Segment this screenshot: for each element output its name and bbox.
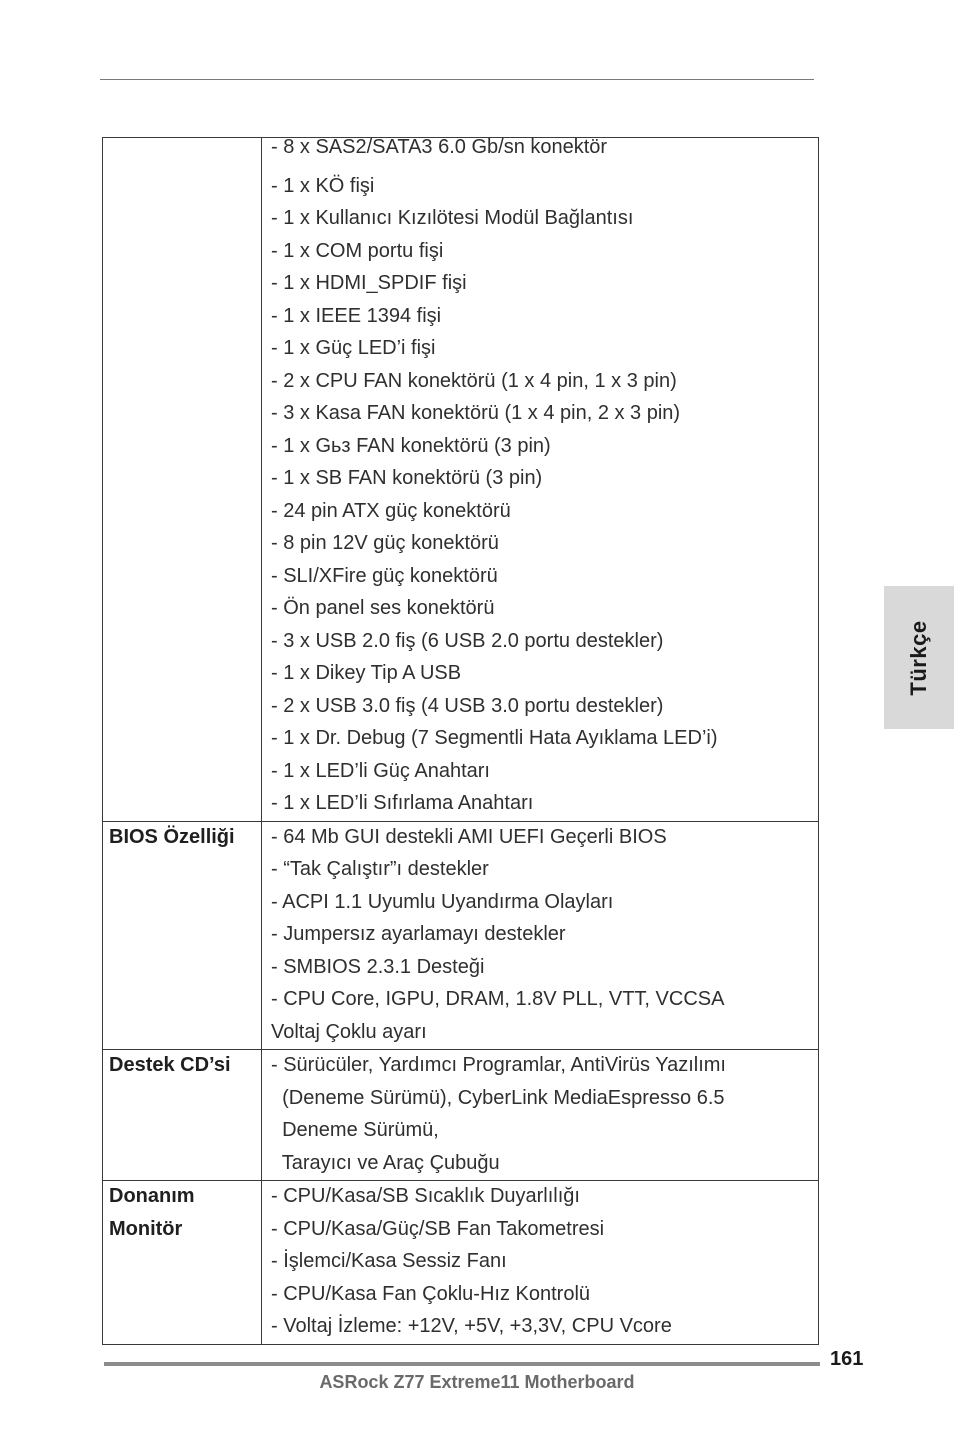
spec-label-cell [103,1181,262,1345]
spec-label-cell [103,1050,262,1181]
spec-value-line: Voltaj Çoklu ayarı [271,1020,427,1043]
spec-value-line: - ACPI 1.1 Uyumlu Uyandırma Olayları [271,890,614,913]
spec-value-line: - 3 x Kasa FAN konektörü (1 x 4 pin, 2 x 3 pin) [271,402,681,424]
spec-value-line: - 3 x USB 2.0 fiş (6 USB 2.0 portu destekler) [271,629,664,652]
spec-value-cell [262,1181,819,1345]
spec-value-line: - 2 x CPU FAN konektörü (1 x 4 pin, 1 x 3 pin) [271,369,677,392]
spec-value-line: - 2 x USB 3.0 fiş (4 USB 3.0 portu destekler) [271,694,664,717]
footer-rule [104,1362,820,1366]
spec-row [103,1050,819,1181]
spec-value-line: - 64 Mb GUI destekli AMI UEFI Geçerli BIOS [271,825,667,848]
spec-value-line: - 1 x Güç LED’i fişi [271,337,436,359]
spec-value-line: - 1 x IEEE 1394 fişi [271,304,442,327]
spec-value-line: - 1 x SB FAN konektörü (3 pin) [271,467,543,489]
spec-value-cell [262,138,819,822]
spec-value-line: - 1 x COM portu fişi [271,239,444,262]
spec-value-line: - CPU/Kasa/SB Sıcaklık Duyarlılığı [271,1185,580,1207]
header-rule [100,79,814,80]
spec-value-line: - Sürücüler, Yardımcı Programlar, AntiVirüs Yazılımı [271,1054,726,1076]
spec-value-line: - 1 x Dr. Debug (7 Segmentli Hata Ayıklama LED’i) [271,727,718,749]
spec-value-line: - 1 x Dikey Tip A USB [271,662,462,684]
spec-value-line: - Jumpersız ayarlamayı destekler [271,923,566,945]
spec-value-line: - CPU/Kasa/Güç/SB Fan Takometresi [271,1217,605,1240]
spec-label: Donanım [109,1185,195,1207]
spec-value-line: - Ön panel ses konektörü [271,597,495,619]
language-side-tab [884,586,954,729]
spec-value-line: - 1 x KÖ fişi [271,174,375,197]
spec-value-line: - 1 x Gьз FAN konektörü (3 pin) [271,434,551,457]
spec-value-line: - 8 x SAS2/SATA3 6.0 Gb/sn konektör [271,136,608,158]
spec-row [103,821,819,1050]
spec-row [103,1181,819,1345]
spec-value-line: Tarayıcı ve Araç Çubuğu [271,1151,500,1174]
spec-value-cell [262,821,819,1050]
spec-value-line: - 1 x LED’li Sıfırlama Anahtarı [271,792,534,814]
spec-value-line: - 1 x Kullanıcı Kızılötesi Modül Bağlantısı [271,207,634,229]
spec-value-line: - SLI/XFire güç konektörü [271,564,498,587]
spec-label: Destek CD’si [109,1054,231,1076]
spec-value-line: - İşlemci/Kasa Sessiz Fanı [271,1250,507,1272]
spec-value-line: - 24 pin ATX güç konektörü [271,499,511,522]
spec-value-line: - “Tak Çalıştır”ı destekler [271,858,489,880]
spec-label: Monitör [109,1217,183,1240]
spec-value-cell [262,1050,819,1181]
specification-table [102,137,819,1345]
spec-value-line: - SMBIOS 2.3.1 Desteği [271,955,485,978]
spec-label-cell [103,821,262,1050]
spec-value-line: - Voltaj İzleme: +12V, +5V, +3,3V, CPU Vcore [271,1315,672,1337]
spec-value-line: - CPU/Kasa Fan Çoklu-Hız Kontrolü [271,1282,591,1305]
spec-row [103,138,819,822]
spec-value-line: - 8 pin 12V güç konektörü [271,532,499,554]
spec-value-line: (Deneme Sürümü), CyberLink MediaEspresso 6.5 [271,1086,725,1109]
spec-value-line: - CPU Core, IGPU, DRAM, 1.8V PLL, VTT, VCCSA [271,988,725,1010]
spec-label-cell [103,138,262,822]
footer-product-name: ASRock Z77 Extreme11 Motherboard [319,1372,635,1392]
spec-value-line: - 1 x LED’li Güç Anahtarı [271,759,490,782]
specification-table-body [103,138,819,1345]
spec-value-line: Deneme Sürümü, [271,1119,439,1141]
spec-value-line: - 1 x HDMI_SPDIF fişi [271,272,467,294]
spec-label: BIOS Özelliği [109,825,235,848]
language-tab-label: Türkçe [906,619,931,696]
page-number: 161 [830,1348,864,1370]
